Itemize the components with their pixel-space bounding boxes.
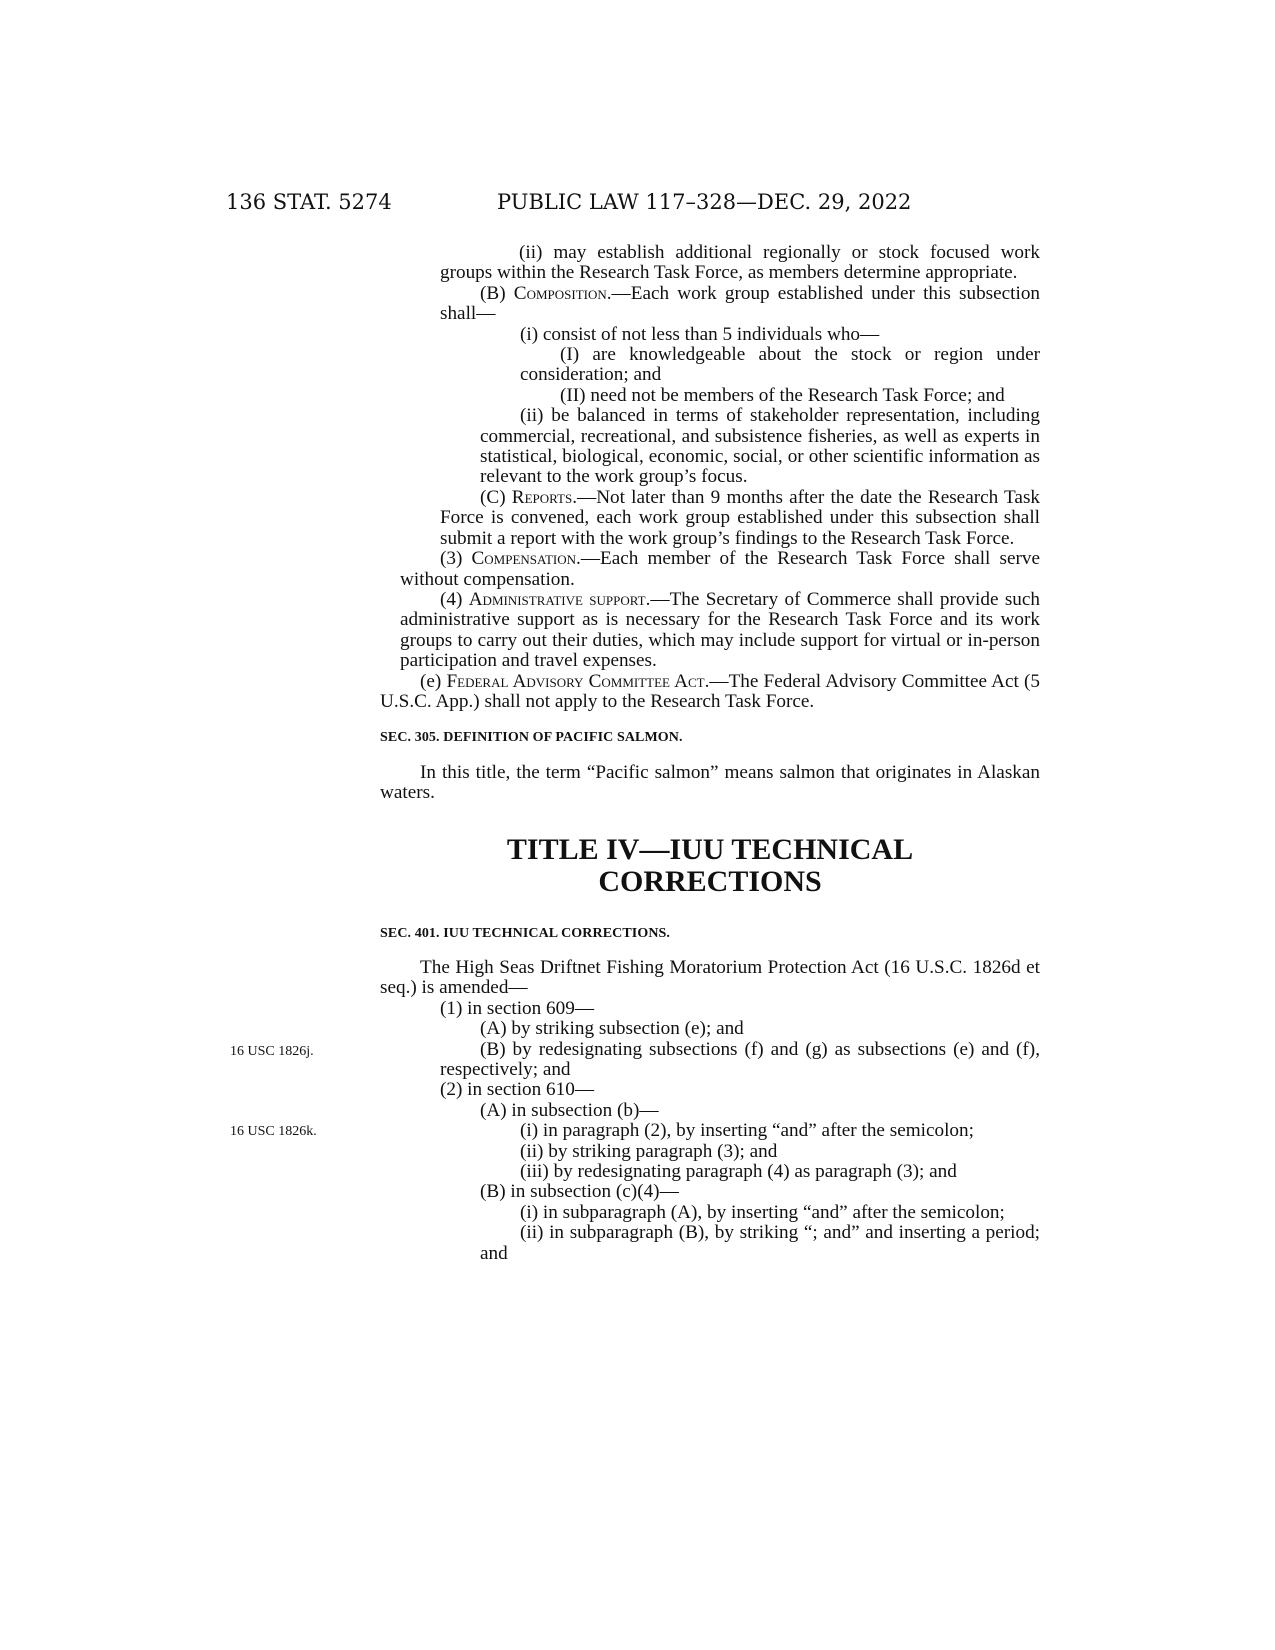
paragraph-heading: Compensation (471, 548, 577, 570)
paragraph-1-section-609: (1) in section 609— (440, 997, 595, 1019)
section-401-heading: SEC. 401. IUU TECHNICAL CORRECTIONS. (380, 925, 671, 941)
title-line-1: TITLE IV—IUU TECHNICAL (506, 832, 914, 866)
paragraph-ii-striking-3: (ii) by striking paragraph (3); and (520, 1140, 778, 1162)
paragraph-ii-work-groups: (ii) may establish additional regionally or stock focused work groups within the Research Task Force, as members determine appropriate. (440, 242, 1040, 284)
paragraph-heading: Composition (513, 282, 607, 304)
paragraph-label: (3) (440, 548, 472, 570)
margin-note-1826k: 16 USC 1826k. (230, 1124, 317, 1139)
paragraph-i-subparagraph-a: (i) in subparagraph (A), by inserting “and” after the semicolon; (520, 1201, 1005, 1223)
paragraph-II-members: (II) need not be members of the Research Task Force; and (560, 384, 1005, 406)
paragraph-text: .—Each work group established under this subsection shall— (440, 282, 1041, 325)
paragraph-ii-subparagraph-b: (ii) in subparagraph (B), by striking “; and” and inserting a period; and (480, 1222, 1040, 1264)
paragraph-4-administrative-support (380, 590, 1040, 672)
section-305-heading: SEC. 305. DEFINITION OF PACIFIC SALMON. (380, 730, 683, 746)
paragraph-heading: Federal Advisory Committee Act (446, 670, 705, 692)
paragraph-2-section-610: (2) in section 610— (440, 1079, 595, 1101)
paragraph-i-inserting-and: (i) in paragraph (2), by inserting “and” after the semicolon; (520, 1120, 974, 1142)
paragraph-text: .—Each member of the Research Task Force shall serve without compensation. (400, 548, 1040, 590)
title-iv-heading (380, 834, 1040, 898)
stat-page-number: 136 STAT. 5274 (226, 190, 392, 214)
paragraph-B-subsection-c4: (B) in subsection (c)(4)— (480, 1181, 679, 1203)
margin-note-1826j: 16 USC 1826j. (230, 1044, 314, 1059)
paragraph-e-faca (380, 672, 1040, 713)
paragraph-c-reports (380, 488, 1040, 549)
paragraph-i-consist: (i) consist of not less than 5 individuals who— (520, 323, 880, 345)
paragraph-iii-redesignating-4: (iii) by redesignating paragraph (4) as paragraph (3); and (520, 1161, 957, 1183)
paragraph-label: (C) (480, 486, 512, 508)
paragraph-b-composition (380, 284, 1040, 325)
paragraph-label: (B) (480, 282, 514, 304)
page-header (0, 190, 1275, 220)
paragraph-pacific-salmon-definition: In this title, the term “Pacific salmon” means salmon that originates in Alaskan waters. (380, 761, 1040, 804)
paragraph-text: .—Not later than 9 months after the date the Research Task Force is convened, each work group established under this subsection shall submit a report with the work group’s findings to the Research Task Force. (440, 486, 1041, 549)
title-line-2: CORRECTIONS (598, 864, 822, 898)
paragraph-act-amended: The High Seas Driftnet Fishing Moratorium Protection Act (16 U.S.C. 1826d et seq.) is amended— (380, 956, 1040, 999)
paragraph-I-knowledgeable: (I) are knowledgeable about the stock or region under consideration; and (520, 344, 1040, 386)
paragraph-ii-balanced: (ii) be balanced in terms of stakeholder representation, including commercial, recreational, and subsistence fisheries, as well as experts in statistical, biological, economic, social, or other scientific information as relevant to the work group’s focus. (480, 405, 1040, 488)
paragraph-3-compensation (380, 549, 1040, 590)
paragraph-A-subsection-b: (A) in subsection (b)— (480, 1099, 659, 1121)
paragraph-heading: Reports (511, 486, 573, 508)
document-body (380, 243, 1040, 1264)
paragraph-A-striking: (A) by striking subsection (e); and (480, 1018, 744, 1040)
public-law-title: PUBLIC LAW 117–328—DEC. 29, 2022 (497, 190, 912, 214)
paragraph-text: .—The Federal Advisory Committee Act (5 U.S.C. App.) shall not apply to the Research Task Force. (380, 670, 1040, 712)
paragraph-heading: Administrative support (468, 588, 646, 610)
paragraph-text: .—The Secretary of Commerce shall provide such administrative support as is necessary for the Research Task Force and its work groups to carry out their duties, which may include support for virtual or in-person participation and travel expenses. (400, 588, 1040, 672)
paragraph-label: (4) (440, 588, 469, 610)
paragraph-B-redesignating: (B) by redesignating subsections (f) and (g) as subsections (e) and (f), respectively; and (440, 1038, 1040, 1080)
paragraph-label: (e) (420, 670, 447, 692)
